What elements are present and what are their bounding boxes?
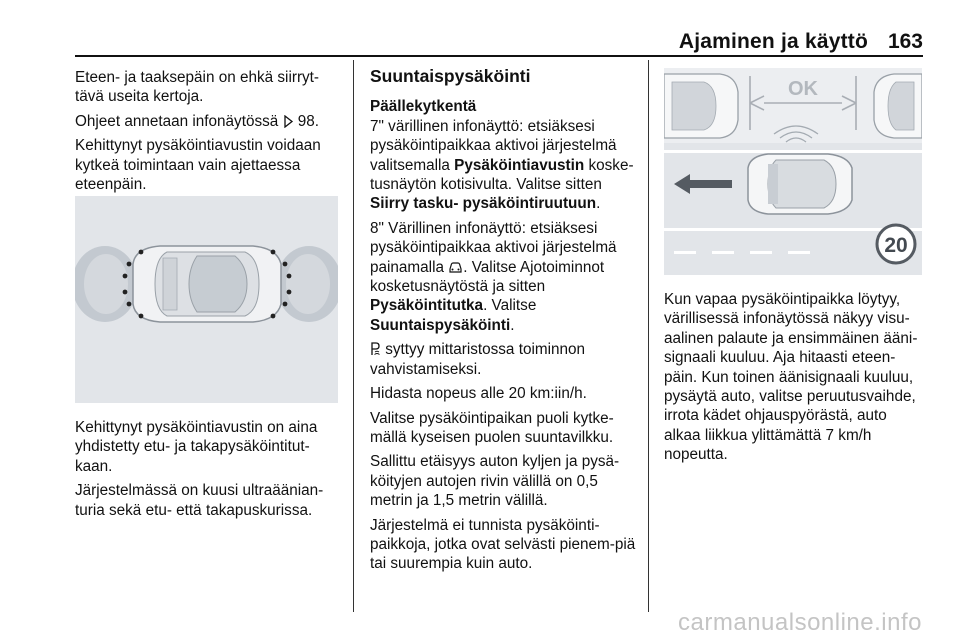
paragraph <box>370 117 642 214</box>
section-subheading: Päällekytkentä <box>370 98 477 116</box>
menu-term: Pysäköintiavustin <box>454 156 585 174</box>
paragraph-text: syttyy mittaristossa toiminnon vahvistamiseksi. <box>370 341 586 378</box>
paragraph-text: . <box>510 316 515 334</box>
paragraph-text: . Valitse <box>483 297 537 315</box>
paragraph-text: . Valitse Ajotoiminnot kosketusnäytöstä ja sitten <box>370 258 605 296</box>
column-right <box>664 290 926 470</box>
vehicle-button-icon <box>448 260 463 274</box>
column-divider <box>353 60 354 612</box>
parallel-parking-illustration <box>664 68 922 275</box>
paragraph: Kun vapaa pysäköintipaikka löytyy, värillisessä infonäytössä näkyy visu-aalinen palaute ja ensimmäinen ääni-signaali kuuluu. Aja hitaasti eteen-päin. Kun toinen äänisignaali kuuluu, pysäytä auto, valitse peruutusvaihde, irrota kädet ohjauspyörästä, auto alkaa liikkua ylittämättä 7 km/h nopeutta. <box>664 291 918 464</box>
menu-term: Siirry tasku- pysäköintiruutuun <box>370 195 597 213</box>
car-sensor-zones-illustration <box>75 196 338 403</box>
paragraph-text: 8" Värillinen infonäyttö: etsiäksesi pysäköintipaikkaa aktivoi järjestelmä painamalla <box>370 219 617 276</box>
column-divider <box>648 60 649 612</box>
paragraph-text: Ohjeet annetaan infonäytössä <box>75 112 283 130</box>
paragraph-text: 7" värillinen infonäyttö: etsiäksesi pysäköintipaikkaa aktivoi järjestelmä valitsemalla <box>370 117 617 174</box>
page-reference-arrow-icon <box>283 115 294 128</box>
column-left-lower <box>75 418 345 525</box>
menu-term: Pysäköintitutka <box>370 297 484 315</box>
parking-sensors-illustration <box>75 196 338 403</box>
ok-label: OK <box>788 78 818 100</box>
paragraph: Eteen- ja taaksepäin on ehkä siirryt-tävä useita kertoja. <box>75 69 320 106</box>
parking-space-detection-illustration <box>664 68 922 275</box>
column-middle <box>370 66 642 579</box>
paragraph: Kehittynyt pysäköintiavustin on aina yhdistetty etu- ja takapysäköintitut-kaan. <box>75 419 318 475</box>
paragraph <box>75 112 345 131</box>
paragraph-text: koske-tusnäytön kotisivulta. Valitse sitten <box>370 156 634 194</box>
watermark: carmanualsonline.info <box>678 609 922 636</box>
parking-assist-indicator-icon <box>370 342 381 356</box>
paragraph <box>370 340 642 379</box>
paragraph <box>370 219 642 335</box>
paragraph: Kehittynyt pysäköintiavustin voidaan kytkeä toimintaan vain ajettaessa eteenpäin. <box>75 137 321 194</box>
column-left <box>75 68 345 199</box>
menu-term: Suuntaispysäköinti <box>370 316 511 334</box>
speed-limit-sign-label: 20 <box>884 234 908 257</box>
paragraph: Hidasta nopeus alle 20 km:iin/h. <box>370 385 587 403</box>
paragraph-text: . <box>596 195 601 213</box>
section-heading: Suuntaispysäköinti <box>370 66 531 86</box>
paragraph: Valitse pysäköintipaikan puoli kytke-mällä kyseisen puolen suuntavilkku. <box>370 409 614 446</box>
page-header-title: Ajaminen ja käyttö <box>678 30 868 53</box>
paragraph: Järjestelmässä on kuusi ultraäänian-turia sekä etu- että takapuskurissa. <box>75 482 324 519</box>
paragraph: Järjestelmä ei tunnista pysäköinti-paikkoja, jotka ovat selvästi pienem-piä tai suurempia kuin auto. <box>370 516 636 573</box>
page-reference: 98. <box>297 112 320 130</box>
header-rule <box>75 55 923 57</box>
page-number: 163 <box>887 30 923 53</box>
paragraph: Sallittu etäisyys auton kyljen ja pysä-köityjen autojen rivin välillä on 0,5 metrin ja 1,5 metrin välillä. <box>370 453 620 510</box>
